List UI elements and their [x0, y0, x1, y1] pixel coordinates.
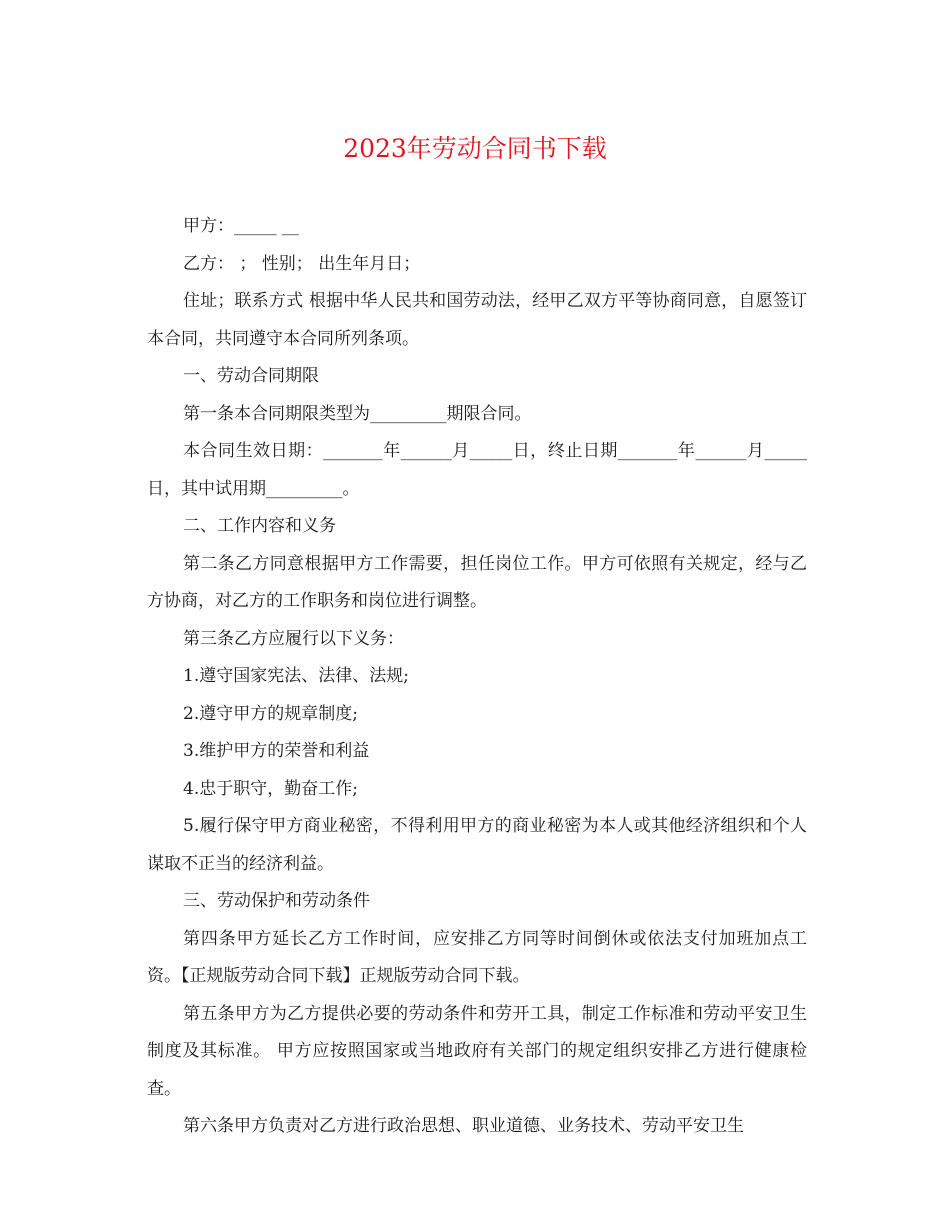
duty-item-5: 5.履行保守甲方商业秘密，不得利用甲方的商业秘密为本人或其他经济组织和个人谋取不正当的经济利益。: [147, 816, 807, 874]
party-a-line: 甲方：_____ __: [183, 216, 299, 236]
duty-item-3: 3.维护甲方的荣誉和利益: [183, 741, 370, 761]
document-body: [147, 208, 807, 1146]
article-5: 第五条甲方为乙方提供必要的劳动条件和劳开工具，制定工作标准和劳动平安卫生制度及其标准。 甲方应按照国家或当地政府有关部门的规定组织安排乙方进行健康检查。: [147, 1003, 807, 1099]
article-2: 第二条乙方同意根据甲方工作需要，担任岗位工作。甲方可依照有关规定，经与乙方协商，对乙方的工作职务和岗位进行调整。: [147, 553, 807, 611]
article-3: 第三条乙方应履行以下义务：: [183, 628, 404, 649]
article-6: 第六条甲方负责对乙方进行政治思想、职业道德、业务技术、劳动平安卫生: [183, 1116, 744, 1136]
article-4: 第四条甲方延长乙方工作时间，应安排乙方同等时间倒休或依法支付加班加点工资。【正规版劳动合同下载】正规版劳动合同下载。: [147, 928, 807, 986]
duty-item-1: 1.遵守国家宪法、法律、法规;: [183, 666, 409, 686]
duty-item-4: 4.忠于职守，勤奋工作;: [183, 778, 358, 799]
section-heading-duties: 二、工作内容和义务: [183, 516, 336, 536]
address-paragraph: 住址；联系方式 根据中华人民共和国劳动法，经甲乙双方平等协商同意，自愿签订本合同，共同遵守本合同所列条项。: [147, 291, 807, 349]
effective-date-paragraph: 本合同生效日期：_______年______月_____日，终止日期_______年______月_____日，其中试用期_________。: [147, 441, 807, 499]
duty-item-2: 2.遵守甲方的规章制度;: [183, 703, 358, 724]
party-b-line: 乙方： ； 性别； 出生年月日；: [183, 253, 421, 274]
section-heading-protection: 三、劳动保护和劳动条件: [183, 891, 370, 911]
document-title: 2023年劳动合同书下载: [343, 134, 607, 163]
article-1: 第一条本合同期限类型为_________期限合同。: [183, 403, 532, 424]
section-heading-term: 一、劳动合同期限: [183, 366, 319, 386]
